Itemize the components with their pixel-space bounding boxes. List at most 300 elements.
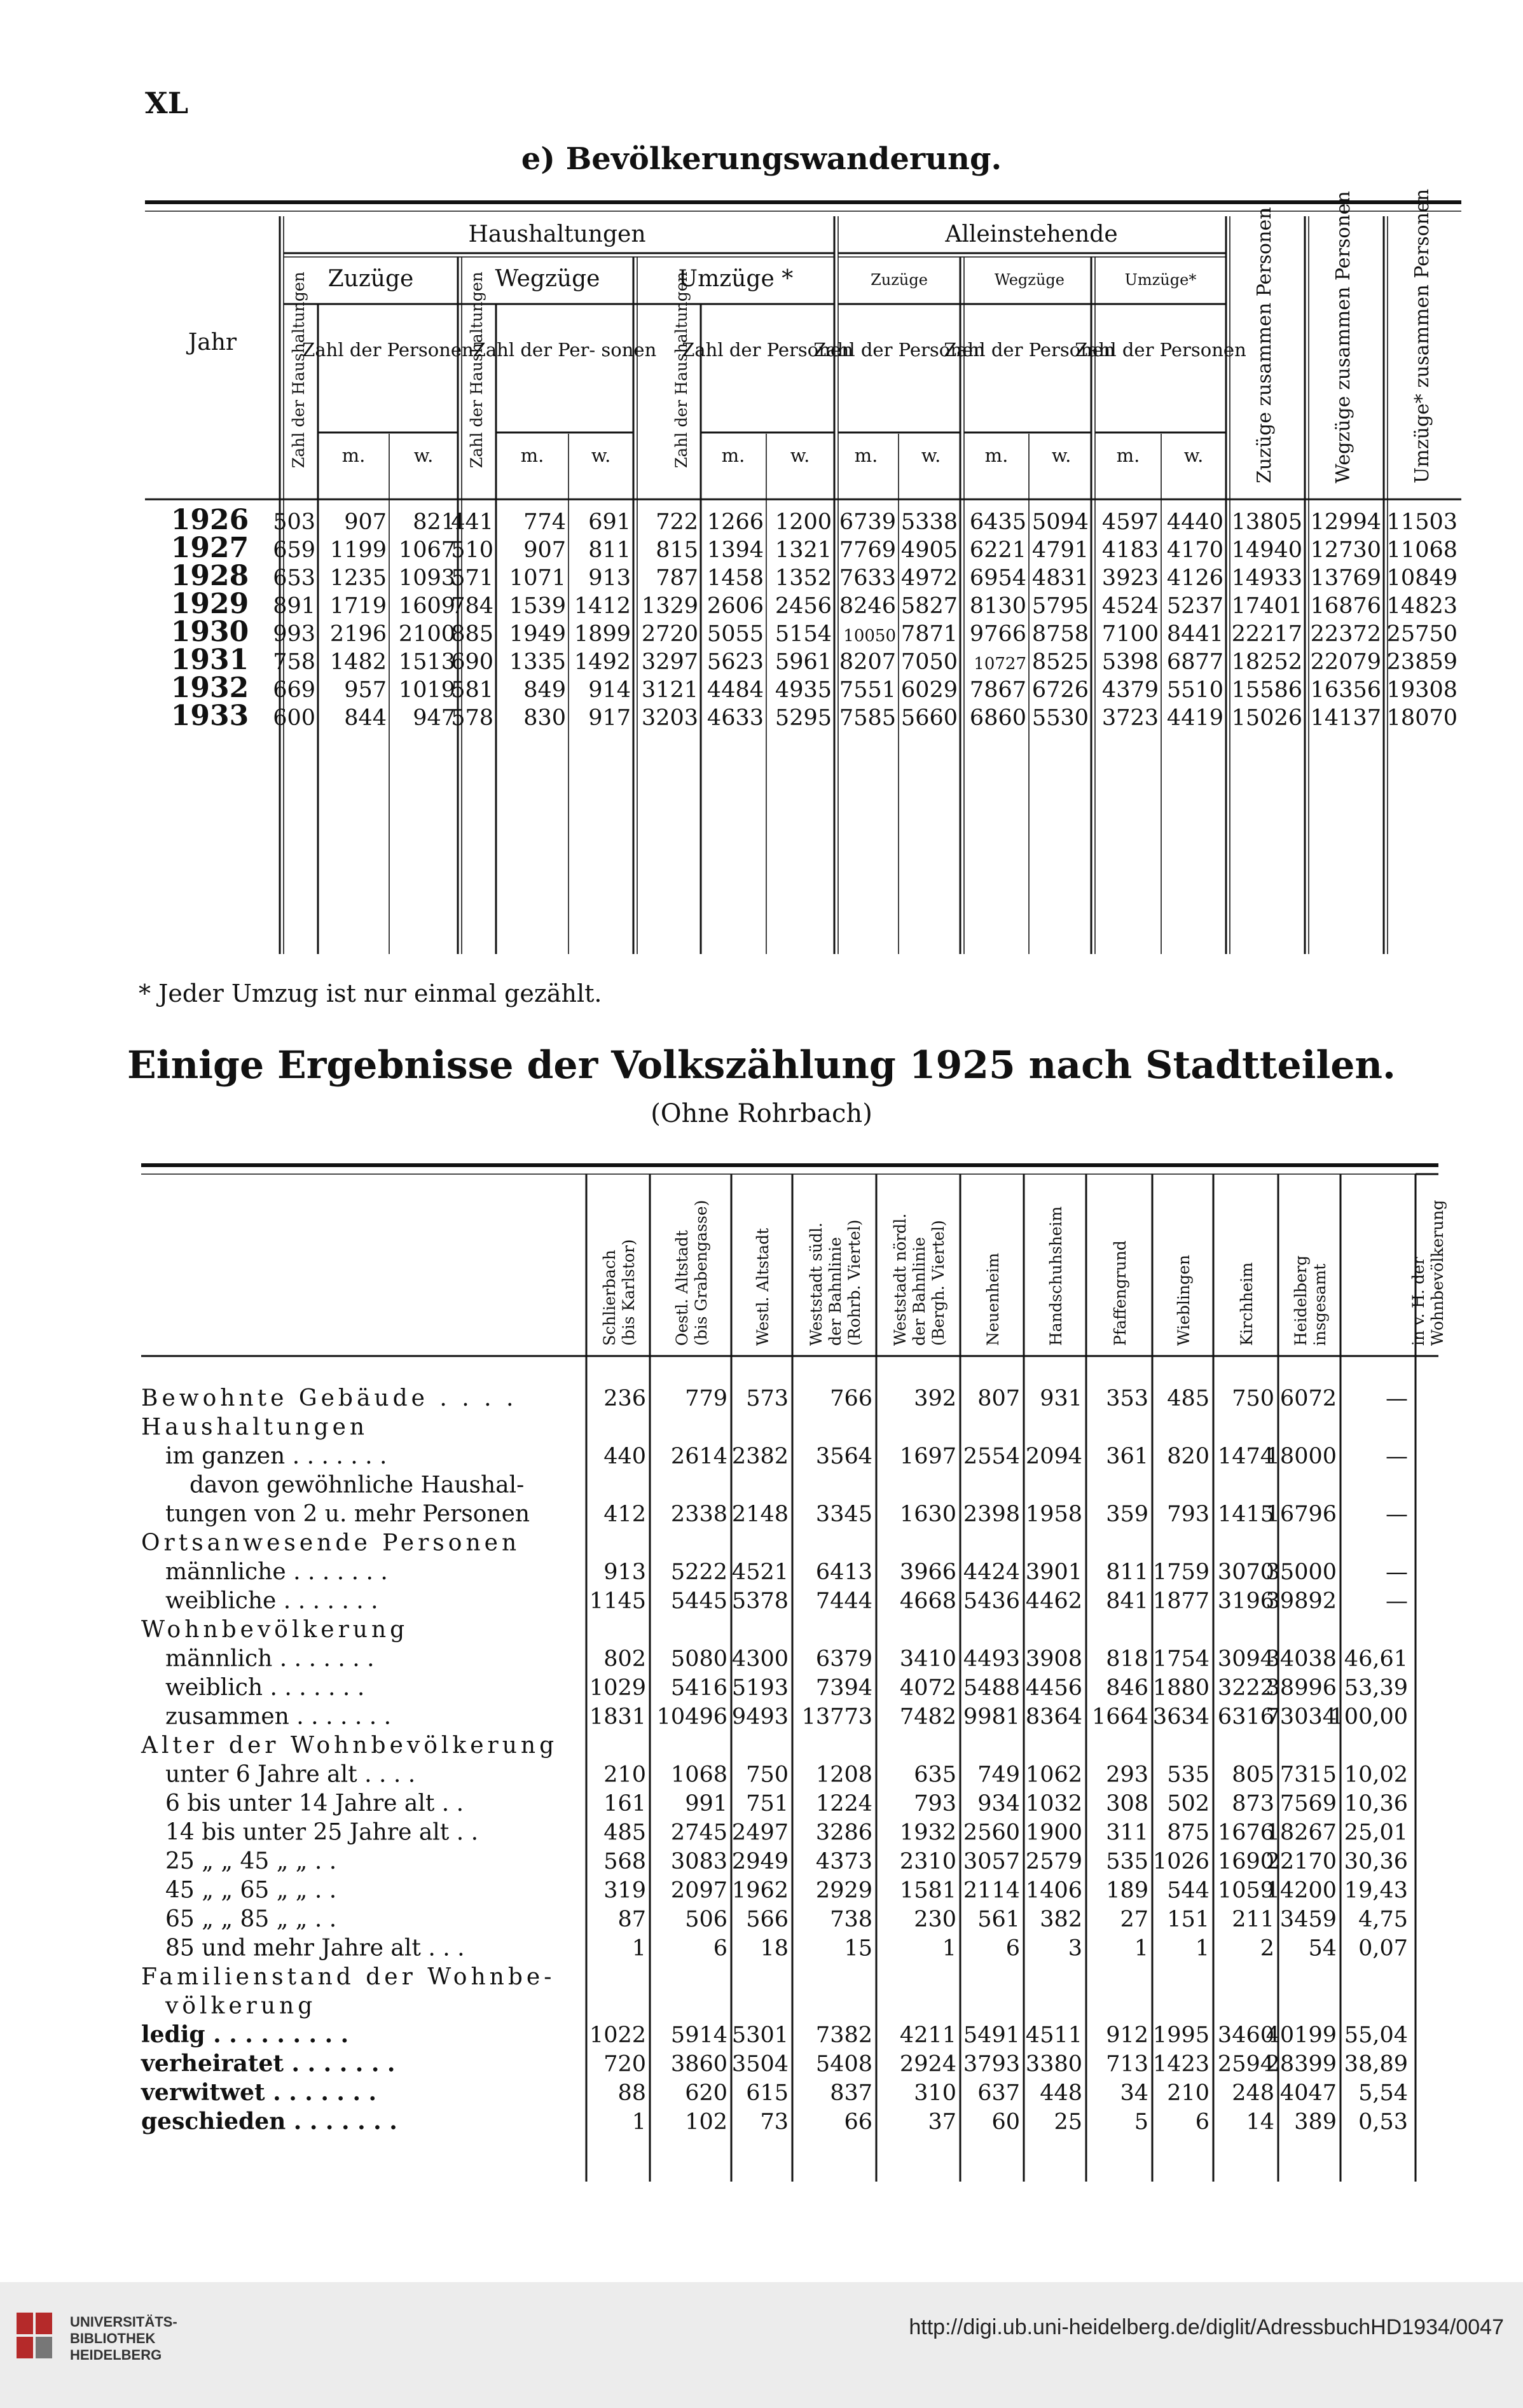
table-cell: 34	[1120, 2080, 1148, 2106]
table-cell: 3460	[1217, 2023, 1274, 2048]
table-cell: 751	[746, 1791, 789, 1816]
table-cell: 3057	[963, 1849, 1020, 1874]
table-cell: 440	[603, 1444, 646, 1469]
table-cell: 3094	[1217, 1646, 1274, 1672]
table-cell: 4524	[1101, 593, 1159, 619]
table-cell: 1208	[815, 1762, 872, 1788]
table-cell: 5416	[670, 1675, 727, 1701]
table-cell: 17401	[1231, 593, 1302, 619]
table-cell: 934	[977, 1791, 1020, 1816]
table-cell: 4183	[1101, 537, 1159, 563]
library-logo-icon	[14, 2309, 59, 2366]
row-label: ledig . . . . . . . . .	[141, 2021, 349, 2048]
table-cell: 841	[1106, 1588, 1148, 1614]
header-zahl-personen: Zahl der Personen	[682, 339, 853, 361]
table-cell: —	[1386, 1386, 1408, 1411]
table-cell: 1581	[899, 1878, 956, 1904]
column-header: Pfaffengrund	[1111, 1240, 1129, 1346]
table-cell: 18267	[1265, 1820, 1337, 1846]
table-cell: 535	[1106, 1849, 1148, 1874]
table-cell: 3793	[963, 2051, 1020, 2077]
table-cell: 100,00	[1330, 1704, 1408, 1730]
header-wegzuege: Wegzüge	[495, 266, 600, 292]
table-cell: 389	[1294, 2109, 1337, 2135]
table-cell: 1093	[398, 565, 455, 591]
table-cell: 230	[914, 1907, 956, 1932]
table-cell: 659	[273, 537, 315, 563]
table-cell: 12994	[1310, 509, 1381, 535]
table-cell: 6221	[969, 537, 1026, 563]
table-cell: 815	[656, 537, 698, 563]
header-zuzuege-small: Zuzüge	[871, 271, 928, 289]
table-cell: 738	[830, 1907, 872, 1932]
table-cell: 293	[1106, 1762, 1148, 1788]
table-cell: 1513	[398, 649, 455, 675]
table-cell: 5338	[900, 509, 958, 535]
table-cell: 1482	[329, 649, 387, 675]
row-label: tungen von 2 u. mehr Personen	[165, 1501, 530, 1527]
table-cell: 5660	[900, 705, 958, 731]
table-cell: 27	[1120, 1907, 1148, 1932]
table-cell: 1352	[775, 565, 832, 591]
year-label: 1933	[170, 700, 249, 732]
year-label: 1930	[170, 616, 249, 648]
table1-title: e) Bevölkerungswanderung.	[521, 141, 1002, 177]
table-cell: 13773	[801, 1704, 872, 1730]
row-label: geschieden . . . . . . .	[141, 2108, 397, 2135]
table-cell: 846	[1106, 1675, 1148, 1701]
table-cell: 1759	[1152, 1560, 1209, 1585]
column-header: Wieblingen	[1175, 1254, 1193, 1346]
table-cell: 4791	[1031, 537, 1089, 563]
table-cell: 5094	[1031, 509, 1089, 535]
table-cell: 2720	[641, 621, 698, 647]
table-cell: 8364	[1025, 1704, 1082, 1730]
table-cell: 485	[1167, 1386, 1209, 1411]
header-m: m.	[721, 445, 745, 466]
table-cell: 2594	[1217, 2051, 1274, 2077]
column-header: Neuenheim	[984, 1252, 1002, 1346]
table-cell: 722	[656, 509, 698, 535]
footnote: * Jeder Umzug ist nur einmal gezählt.	[139, 979, 602, 1007]
header-umzuege-zusammen: Umzüge* zusammen Personen	[1411, 188, 1433, 483]
table-cell: 1458	[706, 565, 764, 591]
table-cell: 4972	[900, 565, 958, 591]
table-cell: 15026	[1231, 705, 1302, 731]
table-cell: —	[1386, 1444, 1408, 1469]
header-w: w.	[413, 445, 434, 466]
header-w: w.	[1183, 445, 1204, 466]
table-cell: 2929	[815, 1878, 872, 1904]
table-cell: 353	[1106, 1386, 1148, 1411]
table-cell: 1235	[329, 565, 387, 591]
footer-bar	[0, 2282, 1523, 2408]
table-cell: 4170	[1166, 537, 1223, 563]
table-cell: 23859	[1386, 649, 1458, 675]
table-cell: 210	[603, 1762, 646, 1788]
table-cell: —	[1386, 1560, 1408, 1585]
table-cell: 807	[977, 1386, 1020, 1411]
table-cell: 4668	[899, 1588, 956, 1614]
table-cell: 2	[1260, 1935, 1274, 1962]
header-zahl-personen: Zahl der Personen	[944, 339, 1115, 361]
table-cell: 844	[344, 705, 387, 731]
header-w: w.	[591, 445, 611, 466]
source-url[interactable]: http://digi.ub.uni-heidelberg.de/diglit/AdressbuchHD1934/0047	[909, 2315, 1504, 2339]
table-cell: 2949	[731, 1849, 789, 1874]
table-cell: 5445	[670, 1588, 727, 1614]
table-cell: 311	[1106, 1820, 1148, 1846]
table-cell: 4511	[1025, 2023, 1082, 2048]
table-cell: 914	[588, 677, 631, 703]
header-zahl-haushaltungen: Zahl der Haushaltungen	[467, 272, 486, 468]
table-cell: 7050	[900, 649, 958, 675]
table-cell: 1474	[1217, 1444, 1274, 1469]
table-cell: 615	[746, 2080, 789, 2106]
table-cell: 620	[685, 2080, 727, 2106]
row-label: verheiratet . . . . . . .	[141, 2050, 396, 2077]
table-cell: 2094	[1025, 1444, 1082, 1469]
table-cell: 4440	[1166, 509, 1223, 535]
row-label: 45 „ „ 65 „ „ . .	[165, 1877, 337, 1904]
table-cell: 1067	[398, 537, 455, 563]
row-label: weibliche . . . . . . .	[165, 1588, 378, 1614]
table-cell: 1200	[775, 509, 832, 535]
table-cell: 151	[1167, 1907, 1209, 1932]
table-cell: 12730	[1310, 537, 1381, 563]
column-header: Weststadt südl.	[807, 1222, 825, 1346]
table-cell: 25750	[1386, 621, 1458, 647]
header-wegzuege-zusammen: Wegzüge zusammen Personen	[1332, 191, 1354, 483]
table-cell: 1266	[706, 509, 764, 535]
table-cell: 87	[617, 1907, 646, 1932]
table-cell: 6379	[815, 1646, 872, 1672]
table-cell: 578	[451, 705, 493, 731]
table-cell: 991	[685, 1791, 727, 1816]
table-cell: 2398	[963, 1502, 1020, 1527]
table-cell: 1664	[1091, 1704, 1148, 1730]
table-cell: 2579	[1025, 1849, 1082, 1874]
table-cell: 1329	[641, 593, 698, 619]
table-cell: 448	[1040, 2080, 1082, 2106]
table-cell: 5222	[670, 1560, 727, 1585]
table-cell: 2100	[398, 621, 455, 647]
row-label: Haushaltungen	[141, 1414, 369, 1441]
census-table	[0, 1132, 1523, 2201]
table-cell: 1754	[1152, 1646, 1209, 1672]
table-cell: —	[1386, 1502, 1408, 1527]
table-cell: 6	[1005, 1935, 1020, 1962]
row-label: unter 6 Jahre alt . . . .	[165, 1761, 416, 1788]
table-cell: 10,02	[1344, 1762, 1408, 1788]
column-header: Heidelberg	[1292, 1255, 1310, 1346]
table-cell: 875	[1167, 1820, 1209, 1846]
table-cell: 635	[914, 1762, 956, 1788]
table-cell: 1415	[1217, 1502, 1274, 1527]
table-cell: 3504	[731, 2051, 789, 2077]
header-umzuege: Umzüge *	[678, 266, 794, 292]
table-cell: 40199	[1265, 2023, 1337, 2048]
table-cell: 319	[603, 1878, 646, 1904]
table-cell: 502	[1167, 1791, 1209, 1816]
table-cell: 161	[603, 1791, 646, 1816]
table-cell: 849	[523, 677, 566, 703]
year-label: 1929	[170, 588, 249, 620]
row-label: 25 „ „ 45 „ „ . .	[165, 1848, 337, 1874]
year-label: 1932	[170, 672, 249, 704]
header-m: m.	[1116, 445, 1140, 466]
table-cell: 210	[1167, 2080, 1209, 2106]
table-cell: 2338	[670, 1502, 727, 1527]
table-cell: 73034	[1265, 1704, 1337, 1730]
library-name-line3: HEIDELBERG	[70, 2347, 162, 2363]
table-cell: 361	[1106, 1444, 1148, 1469]
column-header: Kirchheim	[1237, 1262, 1256, 1346]
table-cell: 720	[603, 2051, 646, 2077]
table-cell: 1412	[574, 593, 631, 619]
table-cell: 4597	[1101, 509, 1159, 535]
table-cell: 907	[344, 509, 387, 535]
table-cell: 211	[1232, 1907, 1274, 1932]
table-cell: 6316	[1217, 1704, 1274, 1730]
table-cell: 4935	[775, 677, 832, 703]
table-cell: 73	[760, 2109, 789, 2135]
table-cell: 10727	[974, 654, 1026, 674]
table-cell: 34038	[1265, 1646, 1337, 1672]
table-cell: 1029	[589, 1675, 646, 1701]
column-header: (bis Karlstor)	[619, 1239, 638, 1346]
table-cell: 907	[523, 537, 566, 563]
table-cell: 2310	[899, 1849, 956, 1874]
table-cell: 5510	[1166, 677, 1223, 703]
table-cell: 2382	[731, 1444, 789, 1469]
column-header: (bis Grabengasse)	[692, 1200, 710, 1346]
table-cell: 7551	[839, 677, 896, 703]
table-cell: 248	[1232, 2080, 1274, 2106]
table-cell: 5827	[900, 593, 958, 619]
table-cell: 787	[656, 565, 698, 591]
table-cell: 568	[603, 1849, 646, 1874]
table-cell: 16356	[1310, 677, 1381, 703]
year-label: 1931	[170, 644, 249, 676]
table-cell: 653	[273, 565, 315, 591]
table-cell: 811	[588, 537, 631, 563]
table-cell: 1059	[1217, 1878, 1274, 1904]
table-cell: 18000	[1265, 1444, 1337, 1469]
header-zahl-haushaltungen: Zahl der Haushaltungen	[289, 272, 308, 468]
table-cell: 22170	[1265, 1849, 1337, 1874]
table-cell: 35000	[1265, 1560, 1337, 1585]
header-m: m.	[341, 445, 366, 466]
table-cell: 9766	[969, 621, 1026, 647]
table-cell: 5623	[706, 649, 764, 675]
table-cell: 2560	[963, 1820, 1020, 1846]
table-cell: 10,36	[1344, 1791, 1408, 1816]
table-cell: 5	[1134, 2109, 1148, 2135]
table-cell: 5,54	[1358, 2080, 1408, 2106]
table-cell: 1877	[1152, 1588, 1209, 1614]
table-cell: 2924	[899, 2051, 956, 2077]
column-header: Oestl. Altstadt	[673, 1230, 691, 1346]
header-w: w.	[1051, 445, 1072, 466]
column-header: Handschuhsheim	[1047, 1206, 1065, 1346]
table-cell: 820	[1167, 1444, 1209, 1469]
year-label: 1926	[170, 504, 249, 536]
table-cell: 19,43	[1344, 1878, 1408, 1904]
table-cell: 4072	[899, 1675, 956, 1701]
table-cell: 15586	[1231, 677, 1302, 703]
table-cell: 830	[523, 705, 566, 731]
table-cell: 8758	[1031, 621, 1089, 647]
table-cell: 13769	[1310, 565, 1381, 591]
header-zuzuege: Zuzüge	[327, 266, 414, 292]
table-cell: 308	[1106, 1791, 1148, 1816]
table-cell: 873	[1232, 1791, 1274, 1816]
table-cell: 5398	[1101, 649, 1159, 675]
table-cell: 5080	[670, 1646, 727, 1672]
header-alleinstehende: Alleinstehende	[945, 221, 1118, 247]
table-cell: 5301	[731, 2023, 789, 2048]
table-cell: 28399	[1265, 2051, 1337, 2077]
table-cell: 10496	[656, 1704, 727, 1730]
column-header: der Bahnlinie	[826, 1236, 844, 1346]
table-cell: 3121	[641, 677, 698, 703]
table-cell: 25	[1054, 2109, 1082, 2135]
row-label: männliche . . . . . . .	[165, 1559, 388, 1585]
table-cell: 6739	[839, 509, 896, 535]
table-cell: 3564	[815, 1444, 872, 1469]
table-cell: 690	[451, 649, 493, 675]
table-cell: 1	[942, 1935, 956, 1962]
table-cell: 837	[830, 2080, 872, 2106]
table-cell: 4126	[1166, 565, 1223, 591]
table-cell: 11503	[1386, 509, 1458, 535]
table-cell: 19308	[1386, 677, 1458, 703]
table-cell: 5530	[1031, 705, 1089, 731]
table-cell: 503	[273, 509, 315, 535]
table-cell: 22079	[1310, 649, 1381, 675]
table-cell: 6877	[1166, 649, 1223, 675]
table-cell: 25,01	[1344, 1820, 1408, 1846]
table-cell: 7585	[839, 705, 896, 731]
table-cell: 4462	[1025, 1588, 1082, 1614]
table-cell: 1	[1134, 1935, 1148, 1962]
table-cell: 750	[1232, 1386, 1274, 1411]
table-cell: 1697	[899, 1444, 956, 1469]
table-cell: 3860	[670, 2051, 727, 2077]
row-label: Ortsanwesende Personen	[141, 1530, 521, 1556]
row-label: 65 „ „ 85 „ „ . .	[165, 1906, 337, 1932]
table-cell: 6435	[969, 509, 1026, 535]
table-cell: 39892	[1265, 1588, 1337, 1614]
table-cell: 510	[451, 537, 493, 563]
table-cell: 811	[1106, 1560, 1148, 1585]
table-cell: 1199	[329, 537, 387, 563]
table-cell: 14823	[1386, 593, 1458, 619]
table-cell: 4211	[899, 2023, 956, 2048]
table-cell: 5795	[1031, 593, 1089, 619]
table-cell: 3286	[815, 1820, 872, 1846]
table-cell: 7633	[839, 565, 896, 591]
table-cell: 1026	[1152, 1849, 1209, 1874]
table-cell: 14	[1246, 2109, 1274, 2135]
table-cell: 571	[451, 565, 493, 591]
table-cell: 3380	[1025, 2051, 1082, 2077]
table-cell: 4905	[900, 537, 958, 563]
table-cell: 947	[413, 705, 455, 731]
page-number: XL	[145, 86, 189, 120]
header-wegzuege-small: Wegzüge	[995, 271, 1065, 289]
table-cell: 5295	[775, 705, 832, 731]
table-cell: 53,39	[1344, 1675, 1408, 1701]
table-cell: 3	[1068, 1935, 1082, 1962]
table-cell: 1880	[1152, 1675, 1209, 1701]
table-cell: 3901	[1025, 1560, 1082, 1585]
row-label: 6 bis unter 14 Jahre alt . .	[165, 1790, 464, 1816]
table-cell: 506	[685, 1907, 727, 1932]
header-jahr: Jahr	[188, 329, 237, 356]
table-cell: 18	[760, 1935, 789, 1962]
library-name	[70, 2314, 177, 2363]
table-cell: 5488	[963, 1675, 1020, 1701]
table-cell: 6029	[900, 677, 958, 703]
table-cell: 805	[1232, 1762, 1274, 1788]
table-cell: 2114	[963, 1878, 1020, 1904]
table-cell: 3723	[1101, 705, 1159, 731]
table-cell: 2456	[775, 593, 832, 619]
table-cell: 1899	[574, 621, 631, 647]
table-cell: 8525	[1031, 649, 1089, 675]
table-cell: 4633	[706, 705, 764, 731]
table-cell: 1022	[589, 2023, 646, 2048]
table-cell: 3410	[899, 1646, 956, 1672]
table-cell: 913	[588, 565, 631, 591]
table-cell: 793	[914, 1791, 956, 1816]
table-cell: 1690	[1217, 1849, 1274, 1874]
table-cell: 566	[746, 1907, 789, 1932]
table-cell: 382	[1040, 1907, 1082, 1932]
row-label: 14 bis unter 25 Jahre alt . .	[165, 1819, 479, 1846]
table-cell: 5237	[1166, 593, 1223, 619]
table-cell: 30,36	[1344, 1849, 1408, 1874]
header-w: w.	[790, 445, 810, 466]
table-cell: 891	[273, 593, 315, 619]
table-cell: 7871	[900, 621, 958, 647]
table-cell: 774	[523, 509, 566, 535]
table-cell: 5914	[670, 2023, 727, 2048]
table-cell: 4373	[815, 1849, 872, 1874]
table-cell: 1224	[815, 1791, 872, 1816]
table-cell: 818	[1106, 1646, 1148, 1672]
table-cell: 9493	[731, 1704, 789, 1730]
table-cell: 46,61	[1344, 1646, 1408, 1672]
row-label: zusammen . . . . . . .	[165, 1703, 392, 1730]
table2-subtitle: (Ohne Rohrbach)	[651, 1099, 872, 1128]
table-cell: 7444	[815, 1588, 872, 1614]
header-zahl-personen: Zahl der Personen	[302, 339, 474, 361]
table-cell: 931	[1040, 1386, 1082, 1411]
table-cell: 1394	[706, 537, 764, 563]
table-cell: 1719	[329, 593, 387, 619]
header-umzuege-small: Umzüge*	[1124, 271, 1197, 289]
table-cell: 3070	[1217, 1560, 1274, 1585]
table-cell: 7769	[839, 537, 896, 563]
table-cell: 2554	[963, 1444, 1020, 1469]
table-cell: 4456	[1025, 1675, 1082, 1701]
table-cell: 189	[1106, 1878, 1148, 1904]
table-cell: 4379	[1101, 677, 1159, 703]
migration-table	[0, 0, 1523, 992]
